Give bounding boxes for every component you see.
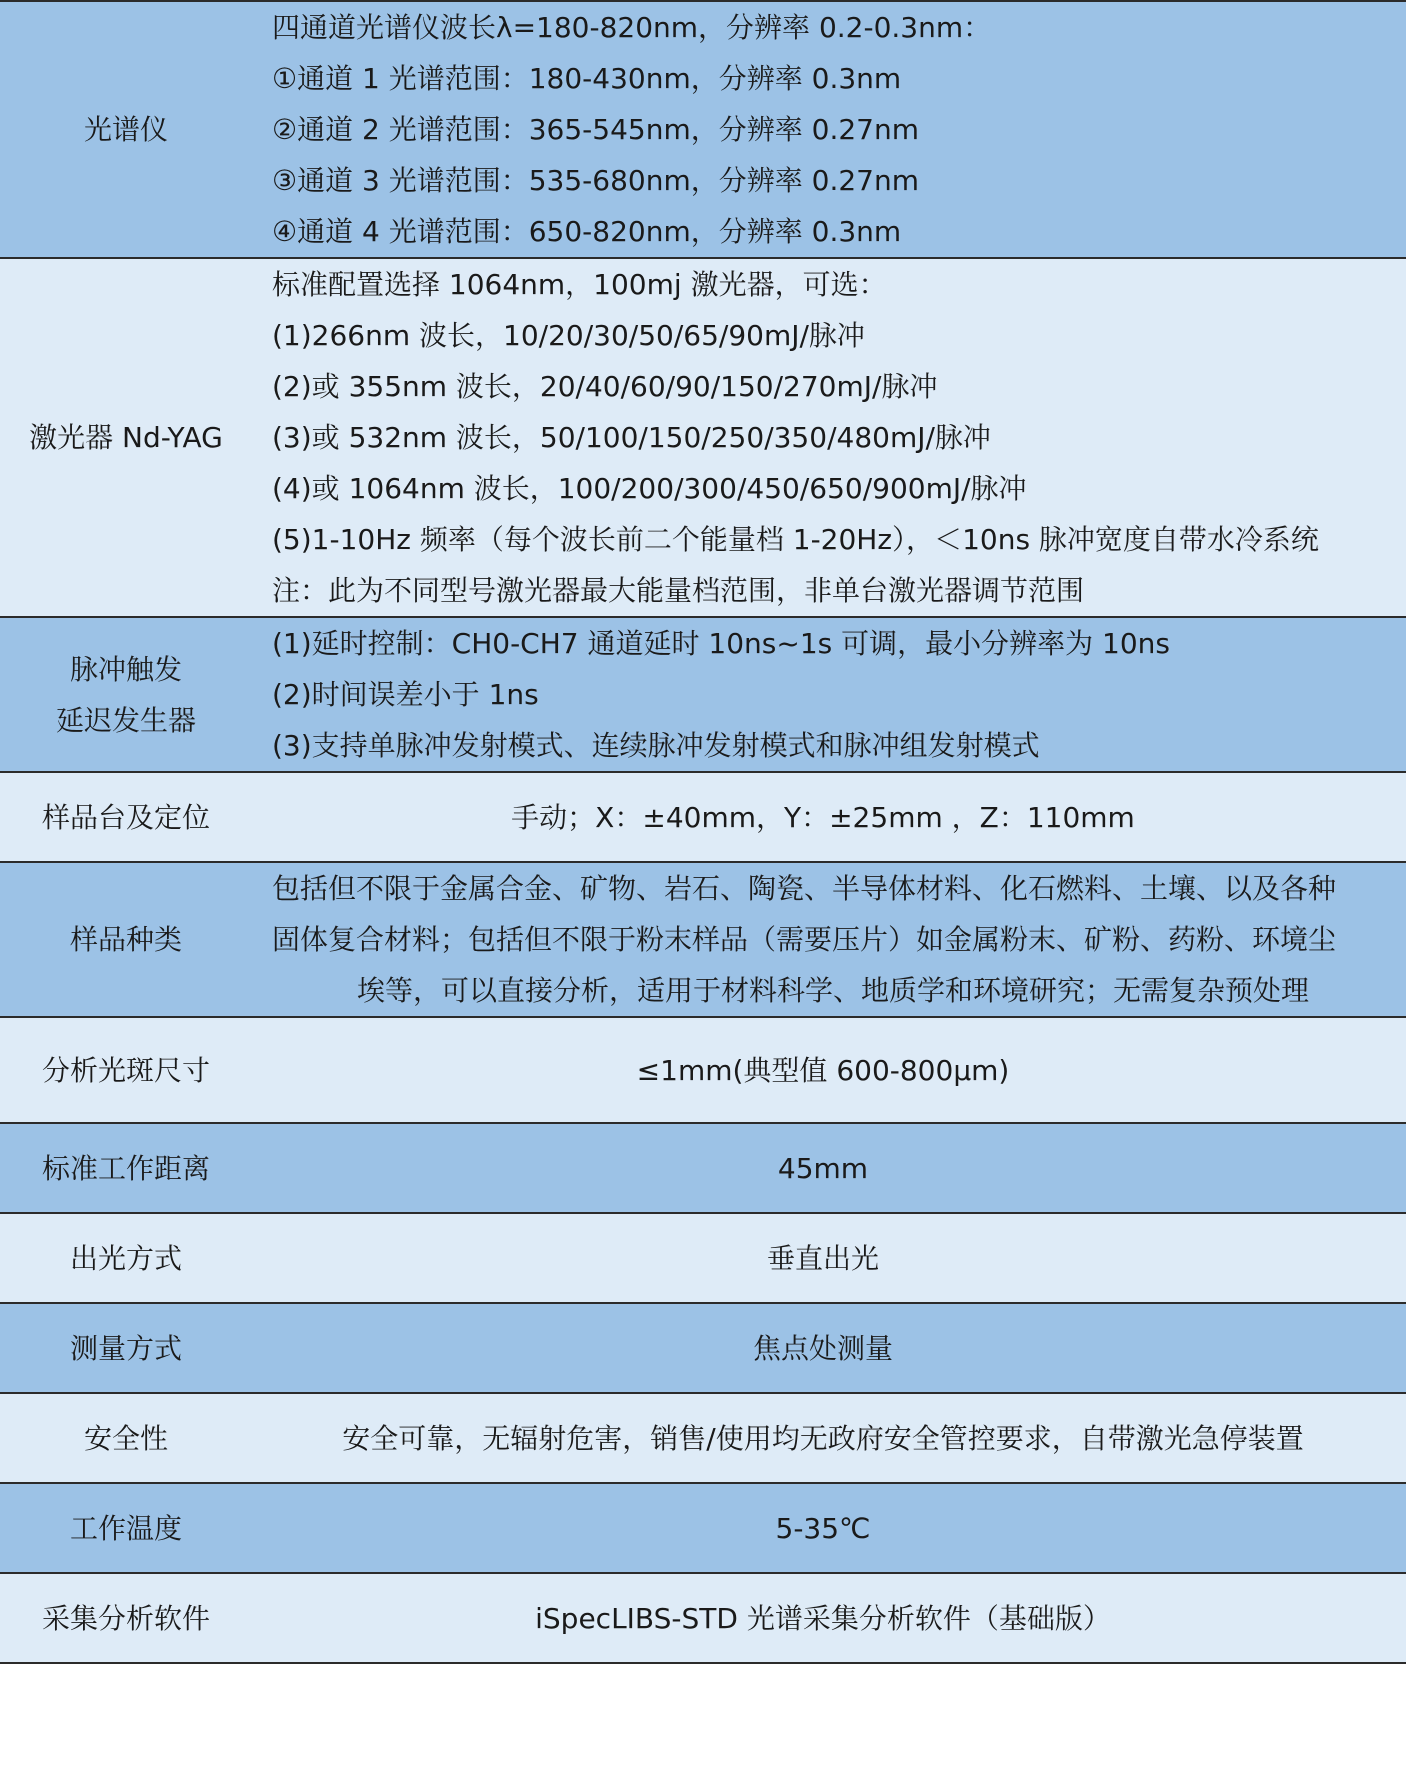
row-label-text: 测量方式	[69, 1331, 182, 1365]
row-label	[0, 1393, 252, 1483]
row-label	[0, 1303, 252, 1393]
value-line: ④通道 4 光谱范围：650-820nm，分辨率 0.3nm	[272, 215, 902, 248]
row-value	[252, 772, 1406, 862]
value-line: (3)支持单脉冲发射模式、连续脉冲发射模式和脉冲组发射模式	[272, 729, 1040, 762]
table-row	[0, 1123, 1406, 1213]
value-text: 手动；X：±40mm，Y：±25mm ，Z：110mm	[511, 800, 1135, 834]
row-label-text: 工作温度	[69, 1511, 182, 1545]
table-row	[0, 1, 1406, 258]
row-label	[0, 617, 252, 772]
row-value	[252, 1017, 1406, 1123]
value-text: 垂直出光	[766, 1241, 879, 1275]
row-value	[252, 1573, 1406, 1663]
row-label-text: 脉冲触发	[69, 652, 182, 686]
row-label	[0, 258, 252, 617]
row-label-text: 样品台及定位	[41, 800, 210, 834]
row-value	[252, 258, 1406, 617]
value-line: 四通道光谱仪波长λ=180-820nm，分辨率 0.2-0.3nm：	[272, 11, 992, 44]
table-row	[0, 862, 1406, 1017]
table-row	[0, 1483, 1406, 1573]
row-label-text: 激光器 Nd-YAG	[29, 421, 223, 454]
value-line: (2)或 355nm 波长，20/40/60/90/150/270mJ/脉冲	[272, 370, 938, 403]
value-text: ≤1mm(典型值 600-800μm)	[636, 1053, 1010, 1087]
row-label	[0, 1573, 252, 1663]
row-value	[252, 1, 1406, 258]
value-line: 注：此为不同型号激光器最大能量档范围，非单台激光器调节范围	[272, 574, 1085, 607]
value-line: 包括但不限于金属合金、矿物、岩石、陶瓷、半导体材料、化石燃料、土壤、以及各种	[272, 872, 1337, 905]
row-value	[252, 862, 1406, 1017]
value-line: (4)或 1064nm 波长，100/200/300/450/650/900mJ/脉冲	[272, 472, 1027, 505]
value-line: ②通道 2 光谱范围：365-545nm，分辨率 0.27nm	[272, 113, 919, 146]
value-text: 安全可靠，无辐射危害，销售/使用均无政府安全管控要求，自带激光急停装置	[342, 1421, 1304, 1455]
row-value	[252, 1303, 1406, 1393]
row-label-text: 光谱仪	[83, 113, 168, 146]
row-value	[252, 617, 1406, 772]
row-label	[0, 1483, 252, 1573]
row-label-text: 样品种类	[69, 923, 182, 956]
value-line: (1)266nm 波长，10/20/30/50/65/90mJ/脉冲	[272, 319, 865, 352]
value-text: 5-35℃	[775, 1511, 871, 1545]
row-label	[0, 1, 252, 258]
table-row	[0, 617, 1406, 772]
table-row	[0, 1213, 1406, 1303]
table-row	[0, 1573, 1406, 1663]
value-line: (2)时间误差小于 1ns	[272, 678, 539, 711]
value-line: ①通道 1 光谱范围：180-430nm，分辨率 0.3nm	[272, 62, 902, 95]
row-label	[0, 1213, 252, 1303]
value-text: 45mm	[777, 1151, 869, 1185]
row-label-text: 安全性	[83, 1421, 168, 1455]
row-value	[252, 1123, 1406, 1213]
table-row	[0, 258, 1406, 617]
value-line: (5)1-10Hz 频率（每个波长前二个能量档 1-20Hz），＜10ns 脉冲宽度自带水冷系统	[272, 523, 1319, 556]
row-label	[0, 772, 252, 862]
row-value	[252, 1213, 1406, 1303]
value-line: 埃等，可以直接分析，适用于材料科学、地质学和环境研究；无需复杂预处理	[356, 974, 1309, 1007]
value-line: (1)延时控制：CH0-CH7 通道延时 10ns~1s 可调，最小分辨率为 10ns	[272, 627, 1170, 660]
row-label-text: 标准工作距离	[41, 1151, 210, 1185]
row-label-text: 分析光斑尺寸	[41, 1053, 210, 1087]
table-row	[0, 1017, 1406, 1123]
value-text: iSpecLIBS-STD 光谱采集分析软件（基础版）	[535, 1601, 1111, 1635]
row-label-text: 延迟发生器	[55, 703, 196, 737]
value-line: 标准配置选择 1064nm，100mj 激光器，可选：	[272, 268, 887, 301]
value-line: ③通道 3 光谱范围：535-680nm，分辨率 0.27nm	[272, 164, 919, 197]
row-value	[252, 1483, 1406, 1573]
row-label-text: 出光方式	[69, 1241, 182, 1275]
row-value	[252, 1393, 1406, 1483]
table-row	[0, 772, 1406, 862]
row-label	[0, 1123, 252, 1213]
row-label-text: 采集分析软件	[41, 1601, 210, 1635]
table-row	[0, 1393, 1406, 1483]
value-line: (3)或 532nm 波长，50/100/150/250/350/480mJ/脉冲	[272, 421, 991, 454]
value-text: 焦点处测量	[752, 1331, 893, 1365]
table-row	[0, 1303, 1406, 1393]
row-label	[0, 862, 252, 1017]
row-label	[0, 1017, 252, 1123]
value-line: 固体复合材料；包括但不限于粉末样品（需要压片）如金属粉末、矿粉、药粉、环境尘	[272, 923, 1337, 956]
